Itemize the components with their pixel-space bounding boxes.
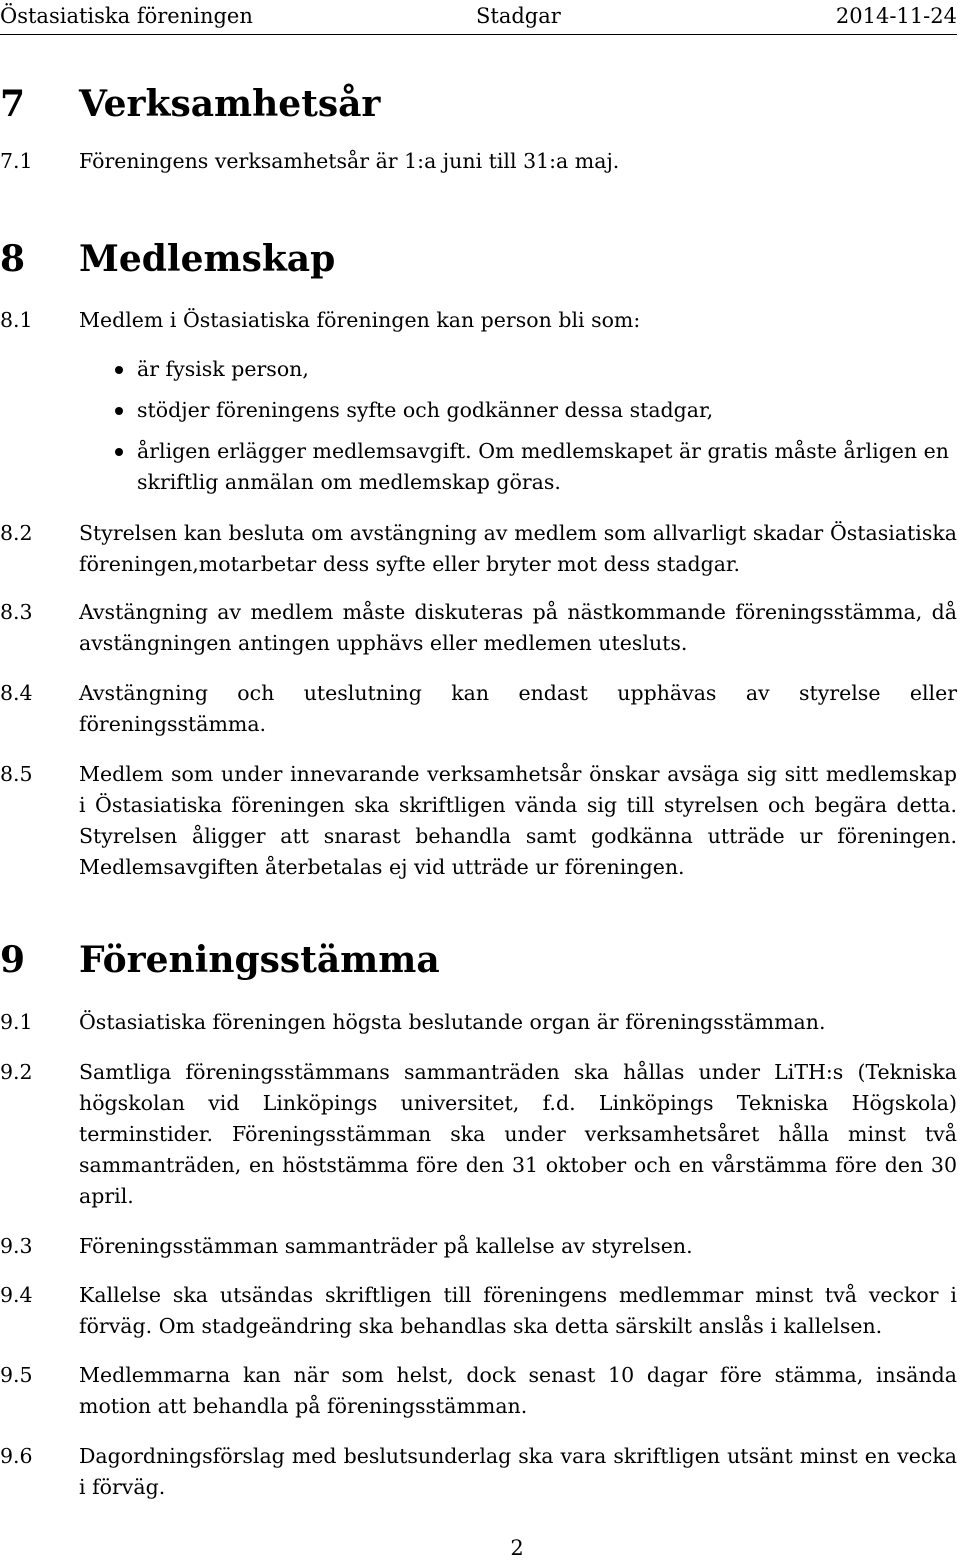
page-number: 2 [510,1536,524,1560]
clause-9-6 [0,1441,957,1503]
clause-number: 9.2 [0,1060,33,1084]
membership-criteria-list [112,354,957,508]
header-document-title: Stadgar [476,4,561,28]
clause-9-1 [0,1007,957,1038]
clause-9-2 [0,1057,957,1212]
bullet-icon [115,366,123,374]
list-item [112,395,957,426]
clause-text: Dagordningsförslag med beslutsunderlag ska vara skriftligen utsänt minst en vecka i förväg. [79,1444,957,1499]
list-item [112,436,957,498]
clause-text: Styrelsen kan besluta om avstängning av medlem som allvarligt skadar Östasiatiska föreningen,motarbetar dess syfte eller bryter mot dess stadgar. [79,521,957,576]
clause-7-1 [0,146,957,177]
section-title: Verksamhetsår [79,83,381,125]
section-title: Föreningsstämma [79,939,440,981]
clause-number: 9.4 [0,1283,33,1307]
section-number: 9 [0,939,26,981]
clause-text: Medlem i Östasiatiska föreningen kan person bli som: [79,308,641,332]
running-header [0,0,957,35]
clause-text: Östasiatiska föreningen högsta beslutande organ är föreningsstämman. [79,1010,826,1034]
section-number: 8 [0,238,26,280]
clause-number: 8.5 [0,762,33,786]
clause-number: 7.1 [0,149,33,173]
clause-text: Medlem som under innevarande verksamhetsår önskar avsäga sig sitt medlemskap i Östasiatiska föreningen ska skriftligen vända sig till styrelsen och begära detta. Styrelsen åligger att snarast behandla samt godkänna utträde ur föreningen. Medlemsavgiften återbetalas ej vid utträde ur föreningen. [79,762,957,879]
list-item [112,354,957,385]
clause-8-1 [0,305,957,336]
clause-text: Avstängning och uteslutning kan endast upphävas av styrelse eller föreningsstämma. [79,681,957,736]
clause-8-2 [0,518,957,580]
clause-text: Medlemmarna kan när som helst, dock senast 10 dagar före stämma, insända motion att behandla på föreningsstämman. [79,1363,957,1418]
clause-8-3 [0,597,957,659]
section-number: 7 [0,83,26,125]
clause-8-4 [0,678,957,740]
clause-number: 9.1 [0,1010,33,1034]
clause-text: Föreningsstämman sammanträder på kallelse av styrelsen. [79,1234,693,1258]
clause-number: 9.3 [0,1234,33,1258]
clause-text: Samtliga föreningsstämmans sammanträden ska hållas under LiTH:s (Tekniska högskolan vid Linköpings universitet, f.d. Linköpings Tekniska Högskola) terminstider. Föreningsstämman ska under verksamhetsåret hålla minst två sammanträden, en höststämma före den 31 oktober och en vårstämma före den 30 april. [79,1060,957,1208]
bullet-icon [115,448,123,456]
clause-number: 8.3 [0,600,33,624]
clause-text: Avstängning av medlem måste diskuteras på nästkommande föreningsstämma, då avstängningen antingen upphävs eller medlemen utesluts. [79,600,957,655]
clause-number: 8.1 [0,308,33,332]
bullet-icon [115,407,123,415]
list-item-text: stödjer föreningens syfte och godkänner dessa stadgar, [137,398,714,422]
clause-9-3 [0,1231,957,1262]
clause-number: 8.2 [0,521,33,545]
list-item-text: är fysisk person, [137,357,309,381]
header-organization: Östasiatiska föreningen [0,4,253,28]
clause-text: Föreningens verksamhetsår är 1:a juni till 31:a maj. [79,149,620,173]
section-title: Medlemskap [79,238,336,280]
list-item-text: årligen erlägger medlemsavgift. Om medlemskapet är gratis måste årligen en skriftlig anmälan om medlemskap göras. [137,439,949,494]
clause-text: Kallelse ska utsändas skriftligen till föreningens medlemmar minst två veckor i förväg. Om stadgeändring ska behandlas ska detta särskilt anslås i kallelsen. [79,1283,957,1338]
clause-8-5 [0,759,957,883]
clause-number: 8.4 [0,681,33,705]
clause-9-4 [0,1280,957,1342]
header-date: 2014-11-24 [835,4,957,28]
clause-number: 9.6 [0,1444,33,1468]
clause-9-5 [0,1360,957,1422]
clause-number: 9.5 [0,1363,33,1387]
